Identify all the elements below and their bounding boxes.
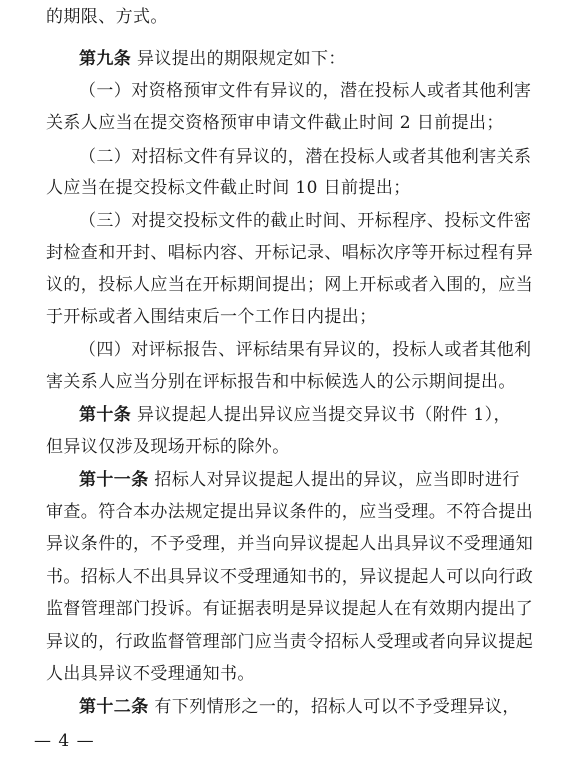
text-line-4: 关系人应当在提交资格预审申请文件截止时间 2 日前提出；	[46, 113, 504, 133]
article-11-title: 第十一条	[79, 470, 149, 490]
text-line-16: 审查。符合本办法规定提出异议条件的，应当受理。不符合提出	[46, 502, 534, 522]
text-line-14: 但异议仅涉及现场开标的除外。	[46, 437, 290, 457]
text-line-5: （二）对招标文件有异议的，潜在投标人或者其他利害关系	[79, 147, 532, 167]
article-9-heading-line: 第九条 异议提出的期限规定如下：	[79, 49, 346, 69]
text-line-18: 书。招标人不出具异议不受理通知书的，异议提起人可以向行政	[46, 567, 534, 587]
text-line-1: 的期限、方式。	[46, 7, 168, 27]
text-line-6: 人应当在提交投标文件截止时间 10 日前提出；	[46, 178, 411, 198]
text-line-19: 监督管理部门投诉。有证据表明是异议提起人在有效期内提出了	[46, 599, 534, 619]
text-line-8: 封检查和开封、唱标内容、开标记录、唱标次序等开标过程有异	[46, 243, 534, 263]
text-line-12: 害关系人应当分别在评标报告和中标候选人的公示期间提出。	[46, 372, 516, 392]
text-line-9: 议的，投标人应当在开标期间提出；网上开标或者入围的，应当	[46, 275, 534, 295]
page-number: — 4 —	[34, 731, 95, 751]
text-line-10: 于开标或者入围结束后一个工作日内提出；	[46, 307, 377, 327]
article-10-heading-line: 第十条 异议提起人提出异议应当提交异议书（附件 1），	[79, 405, 511, 425]
text-line-21: 人出具异议不受理通知书。	[46, 664, 255, 684]
article-12-title: 第十二条	[79, 697, 149, 717]
text-line-11: （四）对评标报告、评标结果有异议的，投标人或者其他利	[79, 340, 532, 360]
article-12-heading-line: 第十二条 有下列情形之一的，招标人可以不予受理异议，	[79, 697, 520, 717]
text-line-17: 异议条件的，不予受理，并当向异议提起人出具异议不受理通知	[46, 534, 534, 554]
article-9-title: 第九条	[79, 49, 132, 69]
article-10-title: 第十条	[79, 405, 132, 425]
text-line-3: （一）对资格预审文件有异议的，潜在投标人或者其他利害	[79, 81, 532, 101]
text-line-20: 异议的，行政监督管理部门应当责令招标人受理或者向异议提起	[46, 632, 534, 652]
text-line-7: （三）对提交投标文件的截止时间、开标程序、投标文件密	[79, 211, 532, 231]
article-11-heading-line: 第十一条 招标人对异议提起人提出的异议，应当即时进行	[79, 470, 520, 490]
